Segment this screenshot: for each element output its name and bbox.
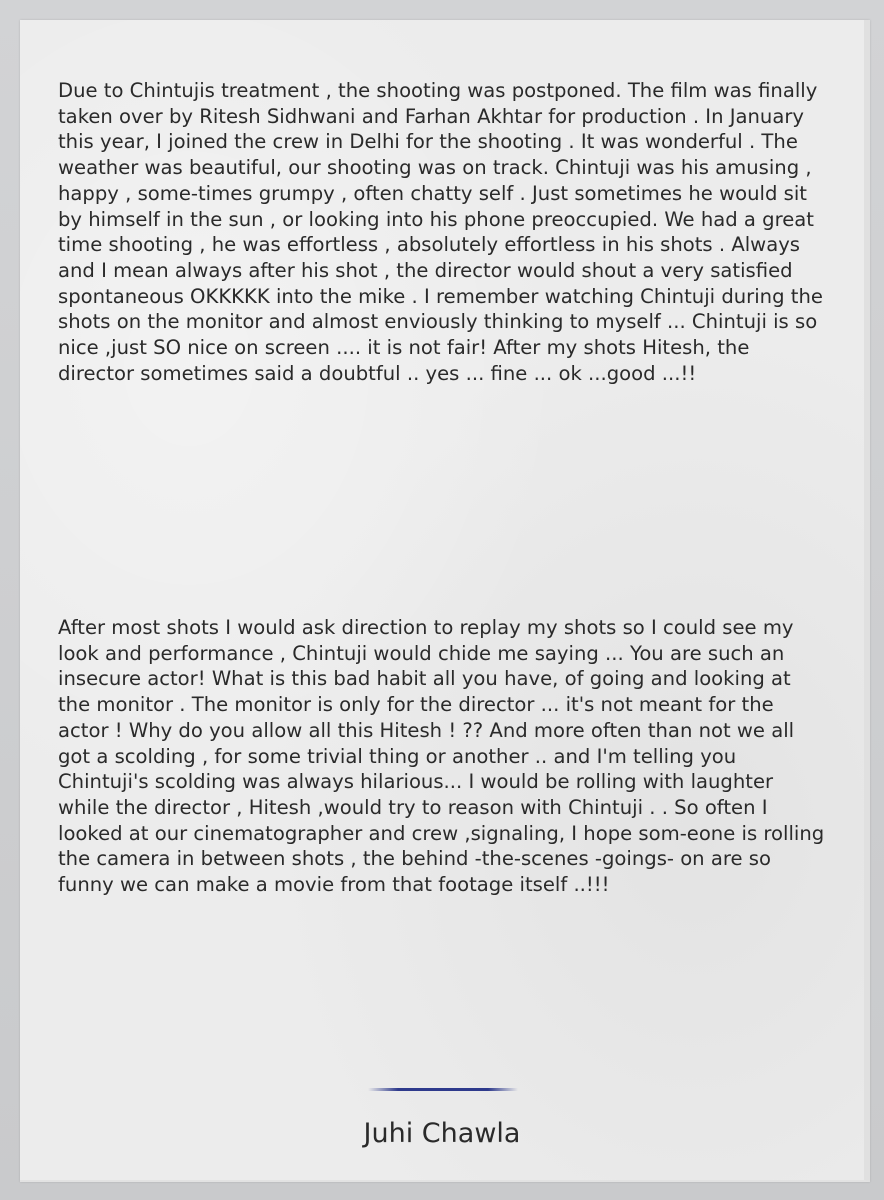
letter-paper bbox=[20, 20, 870, 1182]
letter-paragraph-2: After most shots I would ask direction to replay my shots so I could see my look and performance , Chintuji would chide me saying ... You are such an insecure actor! What is this bad habit all you have, of going and looking at the monitor . The monitor is only for the director ... it's not meant for the actor ! Why do you allow all this Hitesh ! ?? And more often than not we all got a scolding , for some trivial thing or another .. and I'm telling you Chintuji's scolding was always hilarious... I would be rolling with laughter while the director , Hitesh ,would try to reason with Chintuji . . So often I looked at our cinematographer and crew ,signaling, I hope som-eone is rolling the camera in between shots , the behind -the-scenes -goings- on are so funny we can make a movie from that footage itself ..!!! bbox=[58, 616, 825, 897]
signature-divider bbox=[368, 1088, 518, 1091]
signature-name: Juhi Chawla bbox=[363, 1118, 521, 1149]
letter-paragraph-1: Due to Chintujis treatment , the shooting was postponed. The film was finally taken over by Ritesh Sidhwani and Farhan Akhtar for production . In January this year, I joined the crew in Delhi for the shooting . It was wonderful . The weather was beautiful, our shooting was on track. Chintuji was his amusing , happy , some-times grumpy , often chatty self . Just sometimes he would sit by himself in the sun , or looking into his phone preoccupied. We had a great time shooting , he was effortless , absolutely effortless in his shots . Always and I mean always after his shot , the director would shout a very satisfied spontaneous OKKKKK into the mike . I remember watching Chintuji during the shots on the monitor and almost enviously thinking to myself ... Chintuji is so nice ,just SO nice on screen .... it is not fair! After my shots Hitesh, the director sometimes said a doubtful .. yes ... fine ... ok ...good ...!! bbox=[58, 79, 823, 385]
